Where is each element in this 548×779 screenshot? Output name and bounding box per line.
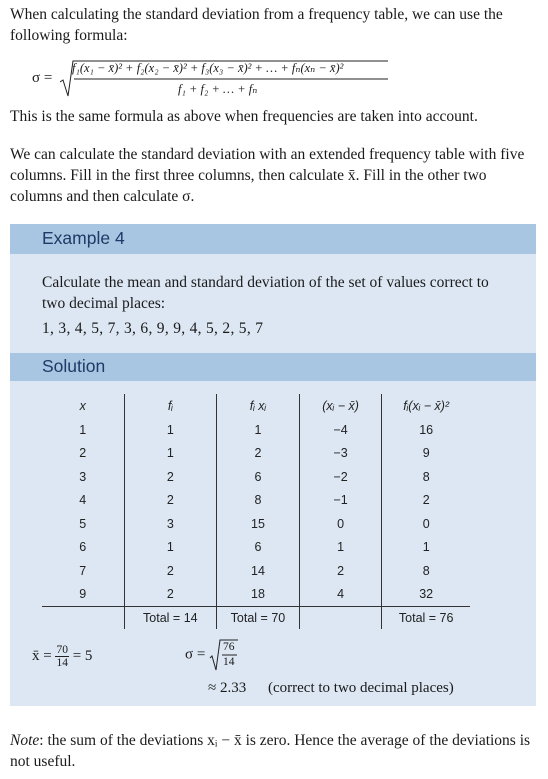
mean-fraction — [55, 644, 69, 669]
table-cell: 6 — [79, 540, 87, 555]
solution-header — [10, 353, 536, 381]
table-row — [42, 512, 470, 536]
table-total-cell: Total = 70 — [217, 607, 300, 630]
table-cell: 8 — [382, 465, 470, 489]
table-row — [42, 536, 470, 560]
table-total-cell — [42, 607, 124, 630]
table-header-row — [42, 394, 470, 418]
header-weighted-square: fᵢ(xᵢ − x̄)² — [382, 394, 470, 418]
intro-paragraph-1: When calculating the standard deviation from a frequency table, we can use the following formula: — [10, 6, 503, 44]
sd-root — [209, 638, 239, 672]
table-cell: 2 — [124, 559, 217, 583]
sd-approx-line — [208, 680, 454, 697]
table-row — [42, 489, 470, 513]
table-cell: 3 — [124, 512, 217, 536]
calculation-area — [10, 636, 536, 706]
sd-lhs: σ = — [185, 646, 206, 663]
table-row — [42, 583, 470, 607]
table-row — [42, 559, 470, 583]
table-cell: 1 — [217, 418, 300, 442]
table-cell: 8 — [382, 559, 470, 583]
table-total-cell: Total = 14 — [124, 607, 217, 630]
table-cell: 1 — [299, 536, 382, 560]
table-cell: −1 — [299, 489, 382, 513]
note-paragraph — [10, 730, 536, 772]
header-x: x — [79, 399, 86, 413]
sd-calculation — [185, 638, 239, 672]
table-cell: 0 — [299, 512, 382, 536]
table-total-cell — [299, 607, 382, 630]
note-label: Note — [10, 732, 40, 749]
table-cell: 9 — [382, 442, 470, 466]
table-cell: 9 — [42, 583, 124, 607]
table-cell: 14 — [217, 559, 300, 583]
example-task: Calculate the mean and standard deviation of the set of values correct to two decimal places: — [42, 274, 489, 312]
table-cell: 1 — [124, 536, 217, 560]
sd-numerator: 76 — [223, 641, 235, 653]
table-row — [42, 465, 470, 489]
table-cell: 8 — [217, 489, 300, 513]
intro-paragraph-3: We can calculate the standard deviation with an extended frequency table with five columns. Fill in the first three columns, then calculate x̄. Fill in the other two columns and then calculate σ. — [10, 146, 525, 205]
standard-deviation-formula — [10, 58, 410, 98]
table-cell: 4 — [299, 583, 382, 607]
table-cell: 0 — [382, 512, 470, 536]
table-cell: −3 — [299, 442, 382, 466]
frequency-table — [42, 394, 470, 629]
table-cell: 6 — [217, 465, 300, 489]
mean-lhs: x̄ = — [32, 647, 52, 664]
table-cell: 2 — [124, 583, 217, 607]
example-values: 1, 3, 4, 5, 7, 3, 6, 9, 9, 4, 5, 2, 5, 7 — [42, 320, 264, 337]
example-title: Example 4 — [42, 228, 125, 248]
mean-denominator: 14 — [56, 657, 68, 669]
table-cell: 2 — [124, 489, 217, 513]
table-cell: 2 — [382, 489, 470, 513]
mean-numerator: 70 — [56, 644, 68, 656]
intro-paragraph-2: This is the same formula as above when frequencies are taken into account. — [10, 108, 478, 125]
formula-numerator: f₁(x₁ − x̄)² + f₂(x₂ − x̄)² + f₃(x₃ − x̄)² + … + fₙ(xₙ − x̄)² — [72, 61, 344, 75]
sd-approx: ≈ 2.33 — [208, 680, 247, 696]
table-cell: 2 — [124, 465, 217, 489]
mean-result: = 5 — [72, 647, 93, 664]
table-cell: −4 — [299, 418, 382, 442]
example-header — [10, 224, 536, 254]
formula-denominator: f₁ + f₂ + … + fₙ — [178, 82, 258, 96]
formula-lhs: σ = — [32, 70, 53, 86]
table-cell: 18 — [217, 583, 300, 607]
solution-title: Solution — [42, 356, 106, 376]
table-cell: 15 — [217, 512, 300, 536]
example-box — [10, 224, 536, 706]
table-row — [42, 442, 470, 466]
mean-calculation — [32, 644, 92, 669]
header-deviation: (xᵢ − x̄) — [299, 394, 382, 418]
table-cell: 16 — [382, 418, 470, 442]
table-total-row — [42, 607, 470, 630]
header-fx: fᵢ xᵢ — [217, 394, 300, 418]
table-cell: 32 — [382, 583, 470, 607]
table-cell: 4 — [79, 493, 87, 508]
note-text: : the sum of the deviations xᵢ − x̄ is zero. Hence the average of the deviations is not useful. — [10, 732, 531, 770]
table-cell: 6 — [217, 536, 300, 560]
table-cell: −2 — [299, 465, 382, 489]
table-cell: 1 — [124, 442, 217, 466]
table-cell: 2 — [299, 559, 382, 583]
table-cell: 2 — [79, 446, 87, 461]
sd-approx-note: (correct to two decimal places) — [267, 680, 454, 696]
table-cell: 1 — [124, 418, 217, 442]
frequency-table-container — [42, 394, 470, 626]
table-cell: 3 — [79, 469, 87, 484]
table-cell: 7 — [79, 563, 87, 578]
sd-denominator: 14 — [223, 656, 235, 668]
table-cell: 2 — [217, 442, 300, 466]
table-cell: 1 — [79, 422, 87, 437]
header-f: fᵢ — [124, 394, 217, 418]
table-total-cell: Total = 76 — [382, 607, 470, 630]
table-row — [42, 418, 470, 442]
table-cell: 5 — [79, 516, 87, 531]
table-cell: 1 — [382, 536, 470, 560]
